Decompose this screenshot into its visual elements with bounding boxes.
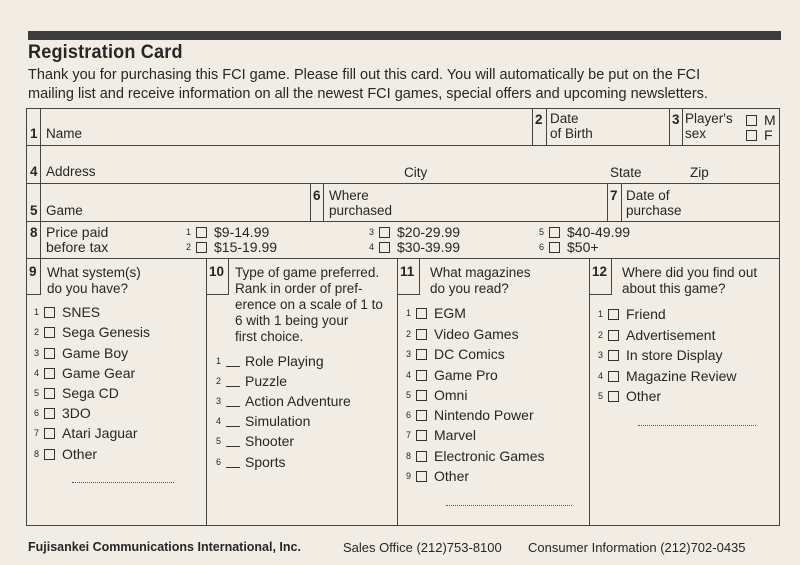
checkbox[interactable] xyxy=(416,308,427,319)
dob-label: Date of Birth xyxy=(550,111,593,141)
checkbox[interactable] xyxy=(196,242,207,253)
row-divider xyxy=(26,145,780,146)
question-number: 11 xyxy=(400,264,415,279)
q12-option[interactable]: 1 Friend xyxy=(598,306,666,322)
zip-label: Zip xyxy=(690,165,709,180)
checkbox[interactable] xyxy=(44,408,55,419)
price-option[interactable]: 2 $15-19.99 xyxy=(186,239,278,255)
q9-option[interactable]: 8 Other xyxy=(34,446,98,462)
address-label: Address xyxy=(46,164,96,179)
question-number: 9 xyxy=(29,264,37,279)
q10-option[interactable]: 3 Action Adventure xyxy=(216,393,351,409)
dob-field[interactable] xyxy=(610,110,666,144)
q11-option[interactable]: 9 Other xyxy=(406,468,470,484)
num-divider xyxy=(546,108,547,145)
field-number: 5 xyxy=(30,203,38,218)
checkbox[interactable] xyxy=(549,242,560,253)
field-number: 7 xyxy=(610,188,618,203)
q10-question: Type of game preferred. Rank in order of pref- erence on a scale of 1 to 6 with 1 being your first choice. xyxy=(235,265,383,344)
num-divider xyxy=(40,183,41,221)
q10-option[interactable]: 2 Puzzle xyxy=(216,373,288,389)
intro-line-2: mailing list and receive information on all the newest FCI games, special offers and upcoming newsletters. xyxy=(28,86,708,102)
checkbox[interactable] xyxy=(416,410,427,421)
checkbox[interactable] xyxy=(44,368,55,379)
checkbox[interactable] xyxy=(608,350,619,361)
city-label: City xyxy=(404,165,428,180)
num-divider xyxy=(40,145,41,183)
q11-option[interactable]: 5 Omni xyxy=(406,387,468,403)
checkbox[interactable] xyxy=(44,449,55,460)
other-write-in-line[interactable] xyxy=(72,482,174,483)
page-title: Registration Card xyxy=(28,42,183,63)
rank-blank[interactable] xyxy=(226,356,240,367)
checkbox[interactable] xyxy=(44,327,55,338)
where-field[interactable] xyxy=(400,185,604,219)
checkbox[interactable] xyxy=(416,390,427,401)
field-number: 3 xyxy=(672,112,680,127)
q11-option[interactable]: 6 Nintendo Power xyxy=(406,407,534,423)
sales-office: Sales Office (212)753-8100 xyxy=(343,540,502,555)
field-divider xyxy=(669,108,670,145)
q10-option[interactable]: 1 Role Playing xyxy=(216,353,324,369)
column-divider xyxy=(397,258,398,526)
address-field[interactable] xyxy=(42,147,778,181)
rank-blank[interactable] xyxy=(226,436,240,447)
q12-question: Where did you find out about this game? xyxy=(622,265,758,296)
checkbox[interactable] xyxy=(379,242,390,253)
rank-blank[interactable] xyxy=(226,396,240,407)
num-divider xyxy=(40,108,41,145)
checkbox[interactable] xyxy=(746,130,757,141)
num-divider xyxy=(40,221,41,258)
q12-option[interactable]: 4 Magazine Review xyxy=(598,368,737,384)
sex-label: Player's sex xyxy=(685,111,733,141)
checkbox[interactable] xyxy=(379,227,390,238)
q9-option[interactable]: 4 Game Gear xyxy=(34,365,136,381)
checkbox[interactable] xyxy=(608,391,619,402)
field-number: 4 xyxy=(30,164,38,179)
num-divider xyxy=(323,183,324,221)
where-label: Where purchased xyxy=(329,188,393,218)
price-option[interactable]: 1 $9-14.99 xyxy=(186,224,270,240)
state-label: State xyxy=(610,165,642,180)
header-bar xyxy=(28,31,781,40)
checkbox[interactable] xyxy=(44,348,55,359)
checkbox[interactable] xyxy=(44,388,55,399)
checkbox[interactable] xyxy=(416,451,427,462)
num-divider xyxy=(621,183,622,221)
field-divider xyxy=(532,108,533,145)
row-divider xyxy=(26,221,780,222)
q9-option[interactable]: 3 Game Boy xyxy=(34,345,129,361)
checkbox[interactable] xyxy=(44,307,55,318)
sex-option-f[interactable]: F xyxy=(746,127,773,143)
consumer-info: Consumer Information (212)702-0435 xyxy=(528,540,746,555)
checkbox[interactable] xyxy=(416,430,427,441)
checkbox[interactable] xyxy=(416,349,427,360)
game-field[interactable] xyxy=(42,185,306,219)
checkbox[interactable] xyxy=(416,329,427,340)
q12-option[interactable]: 5 Other xyxy=(598,388,662,404)
checkbox[interactable] xyxy=(416,471,427,482)
rank-blank[interactable] xyxy=(226,376,240,387)
q11-option[interactable]: 2 Video Games xyxy=(406,326,519,342)
field-number: 6 xyxy=(313,188,321,203)
q9-option[interactable]: 1 SNES xyxy=(34,304,101,320)
checkbox[interactable] xyxy=(44,428,55,439)
checkbox[interactable] xyxy=(549,227,560,238)
name-label: Name xyxy=(46,126,83,141)
q12-option[interactable]: 3 In store Display xyxy=(598,347,723,363)
price-option[interactable]: 3 $20-29.99 xyxy=(369,224,461,240)
price-option[interactable]: 6 $50+ xyxy=(539,239,599,255)
field-divider xyxy=(310,183,311,221)
q12-option[interactable]: 2 Advertisement xyxy=(598,327,716,343)
q10-option[interactable]: 4 Simulation xyxy=(216,413,311,429)
intro-text xyxy=(28,66,708,104)
q9-question: What system(s) do you have? xyxy=(47,265,141,296)
q11-option[interactable]: 7 Marvel xyxy=(406,427,477,443)
other-write-in-line[interactable] xyxy=(638,425,756,426)
field-number: 2 xyxy=(535,112,543,127)
q10-option[interactable]: 6 Sports xyxy=(216,454,286,470)
checkbox[interactable] xyxy=(196,227,207,238)
checkbox[interactable] xyxy=(608,330,619,341)
checkbox[interactable] xyxy=(416,370,427,381)
checkbox[interactable] xyxy=(608,371,619,382)
num-divider xyxy=(682,108,683,145)
purchase-date-label: Date of purchase xyxy=(626,188,682,218)
q11-option[interactable]: 8 Electronic Games xyxy=(406,448,545,464)
checkbox[interactable] xyxy=(746,115,757,126)
field-number: 8 xyxy=(30,225,38,240)
q10-option[interactable]: 5 Shooter xyxy=(216,433,295,449)
column-divider xyxy=(206,258,207,526)
sex-option-m[interactable]: M xyxy=(746,112,776,128)
checkbox[interactable] xyxy=(608,309,619,320)
rank-blank[interactable] xyxy=(226,416,240,427)
company-name: Fujisankei Communications International, Inc. xyxy=(28,540,301,554)
price-option[interactable]: 4 $30-39.99 xyxy=(369,239,461,255)
purchase-date-field[interactable] xyxy=(690,185,778,219)
intro-line-1: Thank you for purchasing this FCI game. Please fill out this card. You will automatically be put on the FCI xyxy=(28,67,701,83)
game-label: Game xyxy=(46,203,83,218)
question-number: 10 xyxy=(209,264,225,279)
other-write-in-line[interactable] xyxy=(446,505,572,506)
q9-option[interactable]: 2 Sega Genesis xyxy=(34,324,150,340)
field-number: 1 xyxy=(30,126,38,141)
q11-question: What magazines do you read? xyxy=(430,265,531,296)
q11-option[interactable]: 1 EGM xyxy=(406,305,466,321)
field-divider xyxy=(607,183,608,221)
q11-option[interactable]: 3 DC Comics xyxy=(406,346,505,362)
q9-option[interactable]: 6 3DO xyxy=(34,405,91,421)
question-number: 12 xyxy=(592,264,608,279)
name-field[interactable] xyxy=(42,110,530,144)
row-divider xyxy=(26,183,780,184)
price-label: Price paid before tax xyxy=(46,224,109,255)
rank-blank[interactable] xyxy=(226,457,240,468)
q11-option[interactable]: 4 Game Pro xyxy=(406,367,498,383)
column-divider xyxy=(589,258,590,526)
q9-option[interactable]: 5 Sega CD xyxy=(34,385,119,401)
q9-option[interactable]: 7 Atari Jaguar xyxy=(34,425,138,441)
price-option[interactable]: 5 $40-49.99 xyxy=(539,224,631,240)
